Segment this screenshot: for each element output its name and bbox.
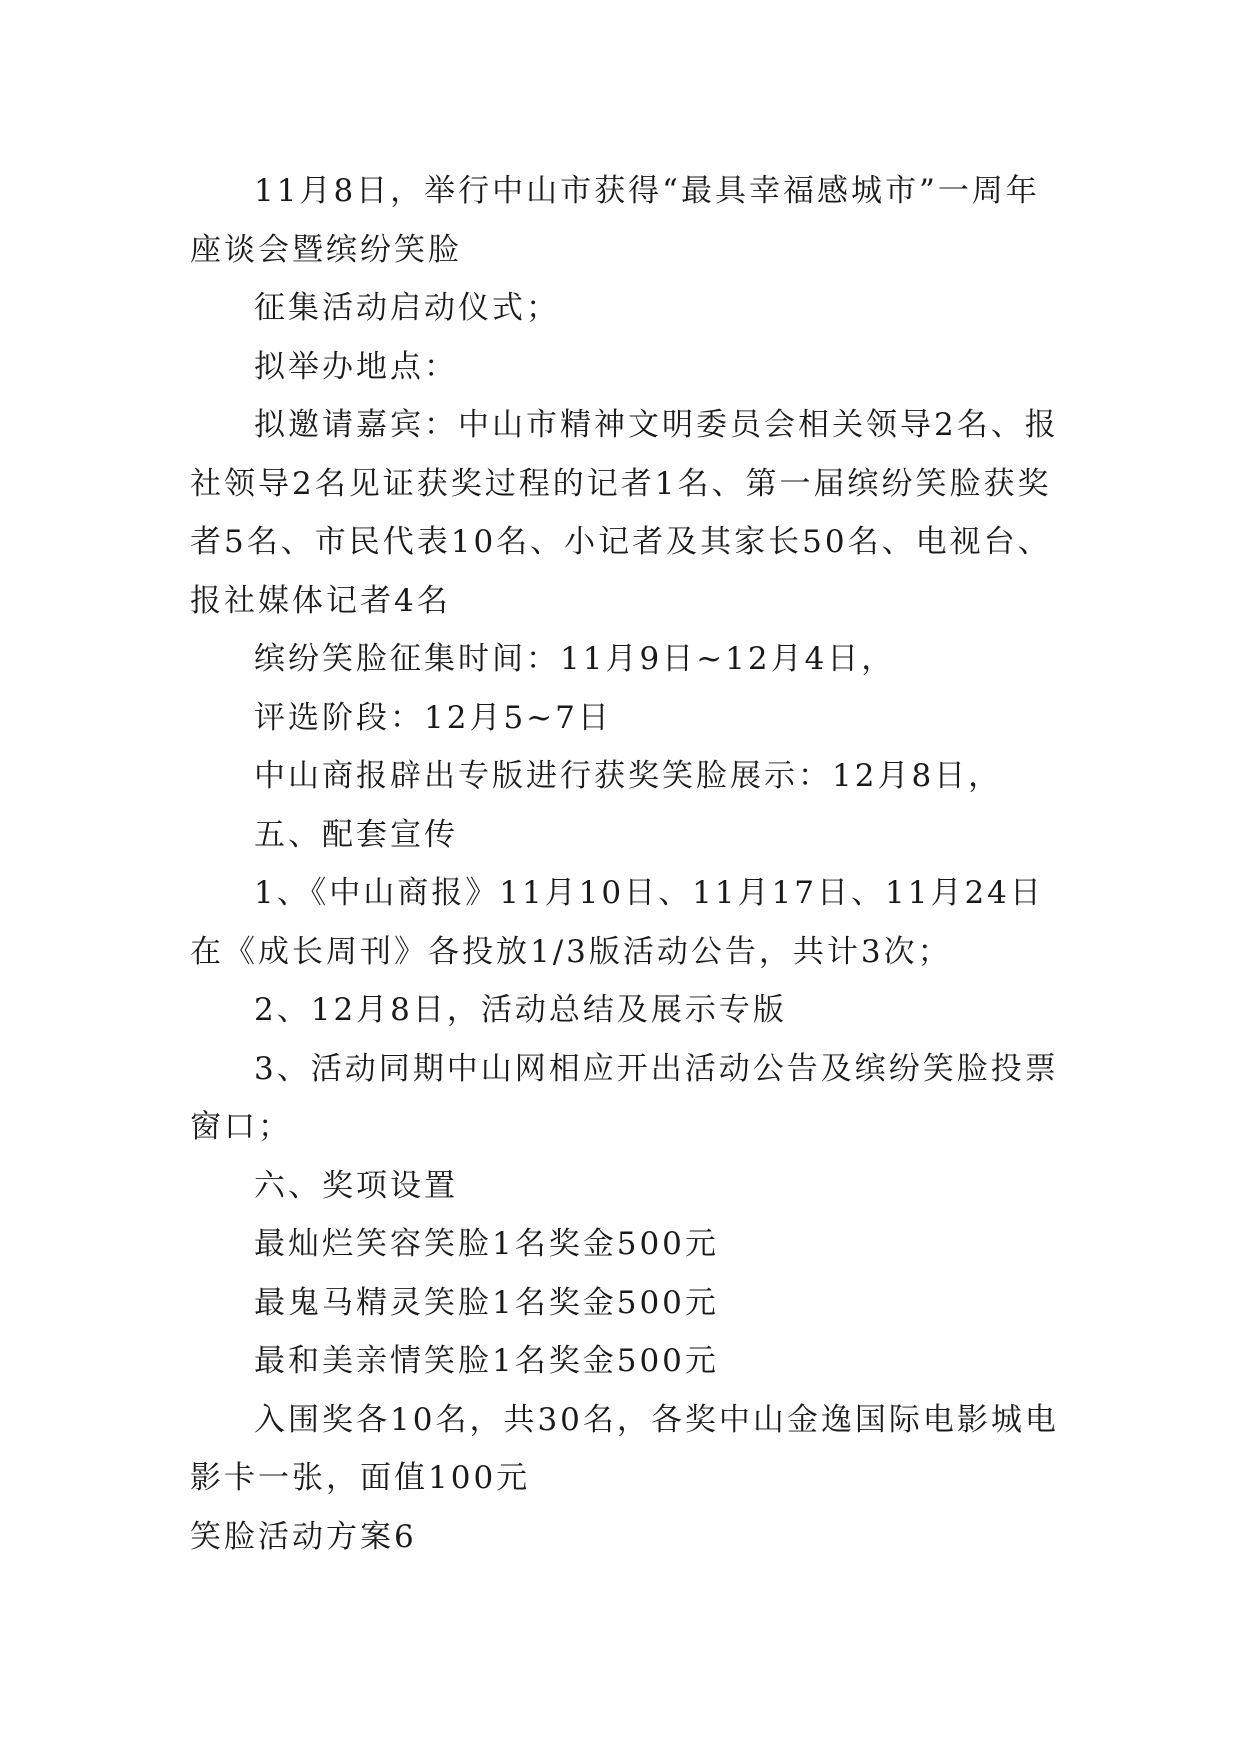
paragraph-venue: 拟举办地点： [254,348,458,385]
paragraph-award-3: 最和美亲情笑脸1名奖金500元 [254,1343,719,1379]
paragraph-award-2: 最鬼马精灵笑脸1名奖金500元 [254,1284,719,1321]
paragraph-selection-stage: 评选阶段：12月5~7日 [254,699,612,736]
paragraph-award-1: 最灿烂笑容笑脸1名奖金500元 [254,1226,719,1262]
paragraph-finalist-award: 入围奖各10名，共30名，各奖中山金逸国际电影城电影卡一张，面值100元 [190,1401,1059,1496]
paragraph-guests: 拟邀请嘉宾：中山市精神文明委员会相关领导2名、报社领导2名见证获奖过程的记者1名、第一届缤纷笑脸获奖者5名、市民代表10名、小记者及其家长50名、电视台、报社媒体记者4名 [190,407,1059,619]
paragraph-showcase: 中山商报辟出专版进行获奖笑脸展示：12月8日， [254,758,1003,794]
paragraph-collection-period: 缤纷笑脸征集时间：11月9日~12月4日， [254,641,896,677]
paragraph-publicity-3: 3、活动同期中山网相应开出活动公告及缤纷笑脸投票窗口； [190,1050,1059,1145]
paragraph-publicity-2: 2、12月8日，活动总结及展示专版 [254,992,787,1028]
heading-awards: 六、奖项设置 [254,1167,458,1204]
section-heading: 笑脸活动方案6 [190,1518,417,1555]
document-body [190,162,1060,1566]
heading-publicity: 五、配套宣传 [254,816,458,853]
paragraph-launch-ceremony: 征集活动启动仪式； [254,290,560,326]
paragraph-publicity-1: 1、《中山商报》11月10日、11月17日、11月24日在《成长周刊》各投放1/3版活动公告，共计3次； [190,875,1044,970]
paragraph-event-date: 11月8日，举行中山市获得“最具幸福感城市”一周年座谈会暨缤纷笑脸 [190,173,1040,268]
